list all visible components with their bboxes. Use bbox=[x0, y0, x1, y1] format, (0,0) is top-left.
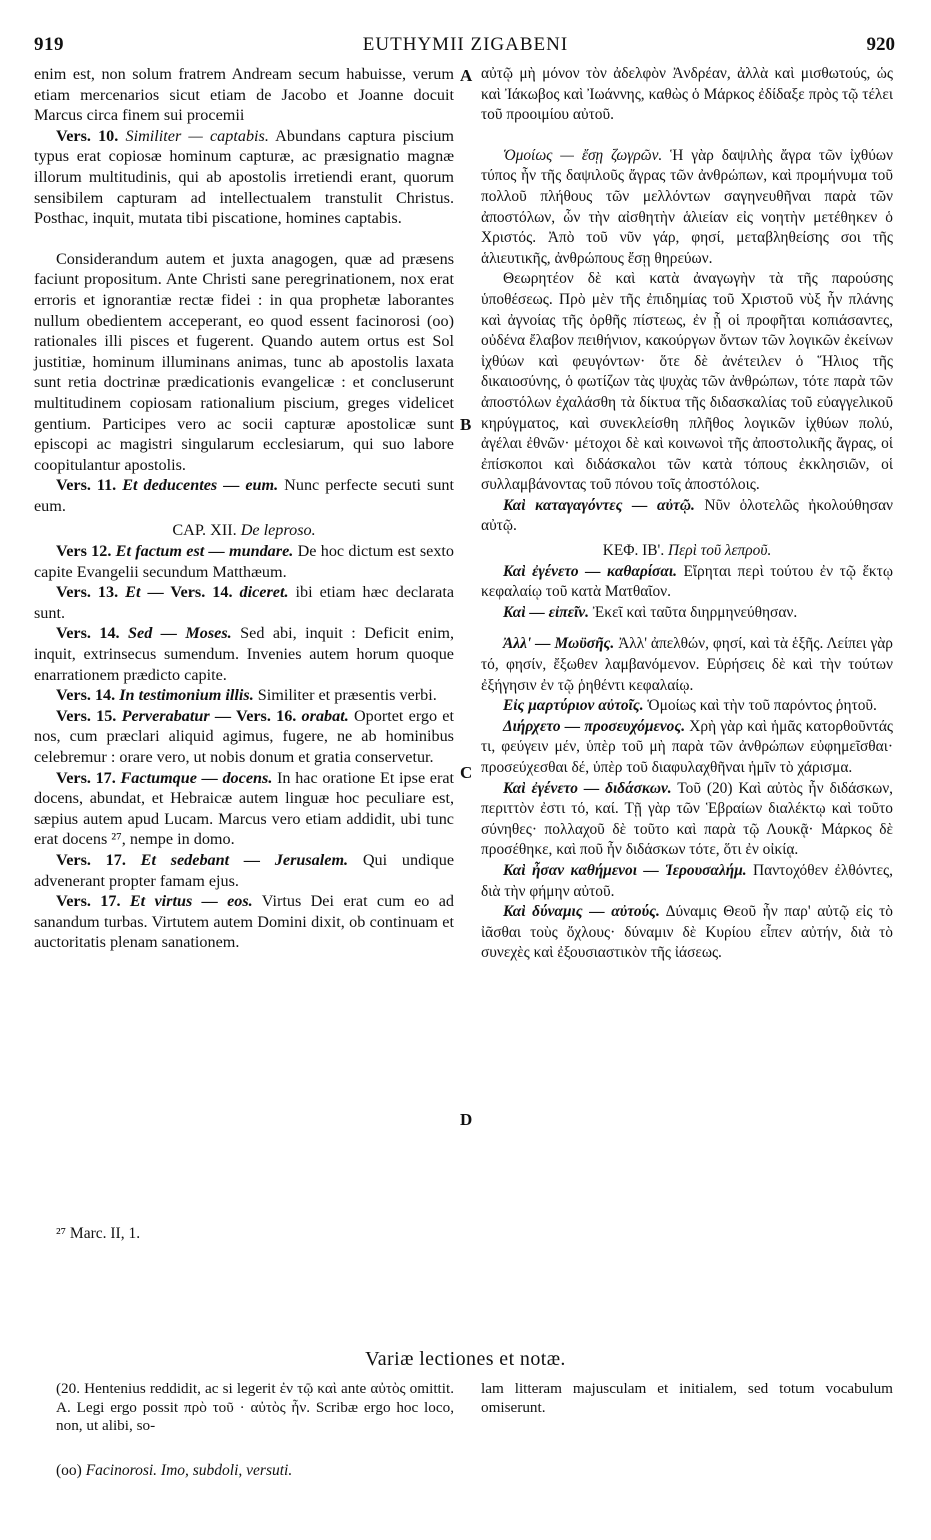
note-text: (20. Hentenius reddidit, ac si legerit ἐν τῷ καὶ ante αὐτὸς omittit. A. Legi ergo possit πρὸ τοῦ · αὐτὸς ἦν. Scribæ ergo hoc loco, non, ut alibi, so- bbox=[56, 1380, 454, 1434]
latin-paragraph: Vers. 13. Et — Vers. 14. diceret. ibi etiam hæc declarata sunt. bbox=[34, 583, 455, 622]
latin-paragraph: Considerandum autem et juxta anagogen, quæ ad præsens faciunt propositum. Ante Christi sane peregrinationem, nox erat erroris et ignorantiæ rectæ fidei : in qua prophetæ laborantes nullum obedientem acceperant, eo quod essent facinorosi (oo) rationales illi pisces et fugerent. Quando autem ortus est Sol justitiæ, hominum illuminans animas, tunc ab apostolis laxata sunt retia doctrinæ prædicationis evangelicæ : et concluserunt multitudinem copiosam rationalium piscium, greges videlicet gentium. Participes vero ac socii capturæ apostolicæ sunt episcopi ac magistri singularum ecclesiarum, qui suo labore coopitulantur apostolis. bbox=[34, 249, 454, 474]
margin-letter-c: C bbox=[460, 763, 473, 782]
latin-paragraph: Vers 12. Et factum est — mundare. De hoc dictum est sexto capite Evangelii secundum Matthæum. bbox=[34, 542, 455, 581]
running-header bbox=[0, 34, 931, 58]
note-oo bbox=[56, 1462, 292, 1480]
note-text: lam litteram majusculam et initialem, sed totum vocabulum omiserunt. bbox=[481, 1380, 893, 1416]
greek-paragraph: Θεωρητέον δὲ καὶ κατὰ ἀναγωγὴν τὰ τῆς παρούσης ὑποθέσεως. Πρὸ μὲν τῆς ἐπιδημίας τοῦ Χριστοῦ νὺξ ἦν πλάνης καὶ ἀγνοίας τῆς ὀρθῆς πίστεως, ἐν ᾗ οἱ προφῆται κοπιάσαντες, οὐδένα ἔλαβον πειθήνιον, κακούργων ὄντων τῶν λογικῶν ἐκείνων ἰχθύων καὶ φευγόντων· ὅτε δὲ ἀνέτειλεν ὁ Ἥλιος τῆς δικαιοσύνης, ὁ φωτίζων τὰς ψυχὰς τῶν ἀνθρώπων, τότε παρὰ τῶν ἀποστόλων ἐχαλάσθη τὰ δίκτυα τῆς διδασκαλίας τοῦ εὐαγγελικοῦ κηρύγματος, καὶ συνεκλείσθη πλῆθος λογικῶν ἰχθύων πολύ, ἀγέλαι ἐθνῶν· μέτοχοι δὲ καὶ κοινωνοὶ τῆς ἀποστολικῆς ἄγρας, οἱ ἐπίσκοποι καὶ διδάσκαλοι τῶν κατὰ τόπους ἐκκλησιῶν, οἱ συλλαμβάνοντας τοῦ πόνου τοῖς ἀποστόλοις. bbox=[481, 270, 893, 494]
note-oo-text: Facinorosi. Imo, subdoli, versuti. bbox=[85, 1462, 293, 1479]
greek-paragraph: αὐτῷ μὴ μόνον τὸν ἀδελφὸν Ἀνδρέαν, ἀλλὰ καὶ μισθωτούς, ὡς καὶ Ἰάκωβος καὶ Ἰωάννης, καθὼς ὁ Μάρκος ἐδίδαξε πρὸς τῷ τέλει τοῦ προοιμίου αὐτοῦ. bbox=[481, 65, 893, 124]
greek-paragraph: Καὶ καταγαγόντες — αὐτῷ. Νῦν ὁλοτελῶς ἠκολούθησαν αὐτῷ. bbox=[481, 496, 893, 535]
latin-chapter-heading: CAP. XII. De leproso. bbox=[172, 521, 316, 540]
margin-letter-d: D bbox=[460, 1110, 473, 1129]
latin-paragraph: Vers. 11. Et deducentes — eum. Nunc perfecte secuti sunt eum. bbox=[34, 476, 455, 515]
note-right bbox=[481, 1380, 893, 1417]
greek-paragraph: Καὶ — εἰπεῖν. Ἐκεῖ καὶ ταῦτα διηρμηνεύθησαν. bbox=[503, 603, 798, 621]
greek-paragraph: Ὁμοίως — ἔσῃ ζωγρῶν. Ἡ γὰρ δαψιλὴς ἄγρα τῶν ἰχθύων τύπος ἦν τῆς δαψιλοῦς ἄγρας τῶν ἀνθρώπων, καὶ προμήνυμα τοῦ πολλοῦ πλήθους τῶν μελλόντων σαγηνευθῆναι παρὰ τῶν ἀποστόλων, ὧν τὴν αἰσθητὴν ἁλιείαν εἰς νοητὴν μετέθηκεν ὁ Χριστός. Ἀπὸ τοῦ νῦν γάρ, φησί, μεταβληθείσης σοι τῆς ἁλιευτικῆς, ἀνθρώπους ἔσῃ θηρεύων. bbox=[481, 146, 893, 267]
note-left bbox=[56, 1380, 454, 1436]
running-title: EUTHYMII ZIGABENI bbox=[362, 34, 569, 55]
latin-paragraph: Vers. 17. Factumque — docens. In hac oratione Et ipse erat docens, abundat, et Hebraicæ autem linguæ hoc peculiare est, sæpius autem apud Lucam. Marcus vero etiam addidit, ubi tunc erat docens ²⁷, nempe in domo. bbox=[34, 768, 455, 849]
greek-column bbox=[481, 64, 893, 964]
latin-paragraph: Vers. 17. Et sedebant — Jerusalem. Qui undique advenerant propter famam ejus. bbox=[34, 850, 455, 890]
margin-letter-a: A bbox=[460, 66, 473, 85]
variae-lectiones-heading: Variæ lectiones et notæ. bbox=[365, 1348, 566, 1370]
footnote: ²⁷ Marc. II, 1. bbox=[56, 1225, 141, 1242]
greek-paragraph: Εἰς μαρτύριον αὐτοῖς. Ὁμοίως καὶ τὴν τοῦ παρόντος ῥητοῦ. bbox=[503, 697, 877, 715]
latin-paragraph: Vers. 14. Sed — Moses. Sed abi, inquit : Deficit enim, inquit, extrinsecus sumendum. Invenies autem horum quoque enarrationem prædicto capite. bbox=[34, 624, 455, 684]
greek-paragraph: Καὶ ἐγένετο — καθαρίσαι. Εἴρηται περὶ τούτου ἐν τῷ ἕκτῳ κεφαλαίῳ τοῦ κατὰ Ματθαῖον. bbox=[481, 562, 893, 601]
greek-paragraph: Ἀλλ' — Μωϋσῆς. Ἀλλ' ἀπελθών, φησί, καὶ τὰ ἑξῆς. Λείπει γὰρ τό, φησίν, ἔξωθεν λαμβανόμενον. Εὑρήσεις δὲ καὶ τὴν τούτων ἐξήγησιν ἐν τῷ ῥηθέντι κεφαλαίῳ. bbox=[481, 635, 893, 694]
latin-paragraph: Vers. 10. Similiter — captabis. Abundans captura piscium typus erat copiosæ hominum capturæ, ac præsignatio magnæ illorum multitudinis, qui ab apostolis irretiendi erant, quorum sensibilem capturam ad intellectualem transtulit Christus. Posthac, inquit, mutata tibi piscatione, homines captabis. bbox=[34, 126, 455, 228]
latin-column bbox=[34, 64, 454, 953]
greek-paragraph: Καὶ ἦσαν καθήμενοι — Ἱερουσαλήμ. Παντοχόθεν ἐλθόντες, διὰ τὴν φήμην αὐτοῦ. bbox=[481, 861, 893, 900]
latin-paragraph: Vers. 17. Et virtus — eos. Virtus Dei erat cum eo ad sanandum turbas. Virtutem autem Domini dixit, ob continuam et auctoritatis plenam sanationem. bbox=[34, 892, 455, 952]
greek-paragraph: Διήρχετο — προσευχόμενος. Χρὴ γὰρ καὶ ἡμᾶς κατορθοῦντάς τι, φεύγειν μέν, ὑπὲρ τοῦ μὴ παρὰ τῶν ἀνθρώπων εὐφημεῖσθαι· προσεύχεσθαι δέ, ὑπὲρ τοῦ διαφυλαχθῆναι ἡμῖν τὸ χάρισμα. bbox=[481, 717, 894, 776]
margin-letter-b: B bbox=[460, 415, 472, 434]
page-number-left: 919 bbox=[34, 34, 64, 55]
page-number-right: 920 bbox=[866, 34, 895, 55]
note-oo-label: (oo) bbox=[56, 1462, 82, 1479]
latin-paragraph: Vers. 15. Perverabatur — Vers. 16. orabat. Oportet ergo et nos, cum præclari aliquid agimus, fugere, ne ab hominibus celebremur : orare vero, ut nobis donum et gratia conservetur. bbox=[34, 706, 454, 766]
greek-paragraph: Καὶ ἐγένετο — διδάσκων. Τοῦ (20) Καὶ αὐτὸς ἦν διδάσκων, περιττὸν ἐστι τό, καί. Τῇ γὰρ τῶν Ἑβραίων διαλέκτῳ καὶ τοῦτο σύνηθες· πολλαχοῦ δὲ τοῦτο καὶ παρὰ τῷ Λουκᾷ· Μάρκος δὲ προσέθηκε, καὶ ποῦ ἦν διδάσκων τότε, ὅτι ἐν οἰκίᾳ. bbox=[481, 779, 894, 859]
latin-paragraph: enim est, non solum fratrem Andream secum habuisse, verum etiam mercenarios sicut etiam de Jacobo et Joanne docuit Marcus circa finem sui procemii bbox=[34, 65, 454, 125]
latin-paragraph: Vers. 14. In testimonium illis. Similiter et præsentis verbi. bbox=[56, 686, 437, 705]
greek-chapter-heading: ΚΕΦ. ΙΒ'. Περὶ τοῦ λεπροῦ. bbox=[602, 542, 772, 560]
greek-paragraph: Καὶ δύναμις — αὐτούς. Δύναμις Θεοῦ ἦν παρ' αὐτῷ εἰς τὸ ἰᾶσθαι τοὺς ὄχλους· δύναμιν δὲ Κυρίου εἶπεν αὐτήν, διὰ τὸ συνεχὲς καὶ ἐξουσιαστικὸν τῆς ἰάσεως. bbox=[481, 903, 893, 962]
